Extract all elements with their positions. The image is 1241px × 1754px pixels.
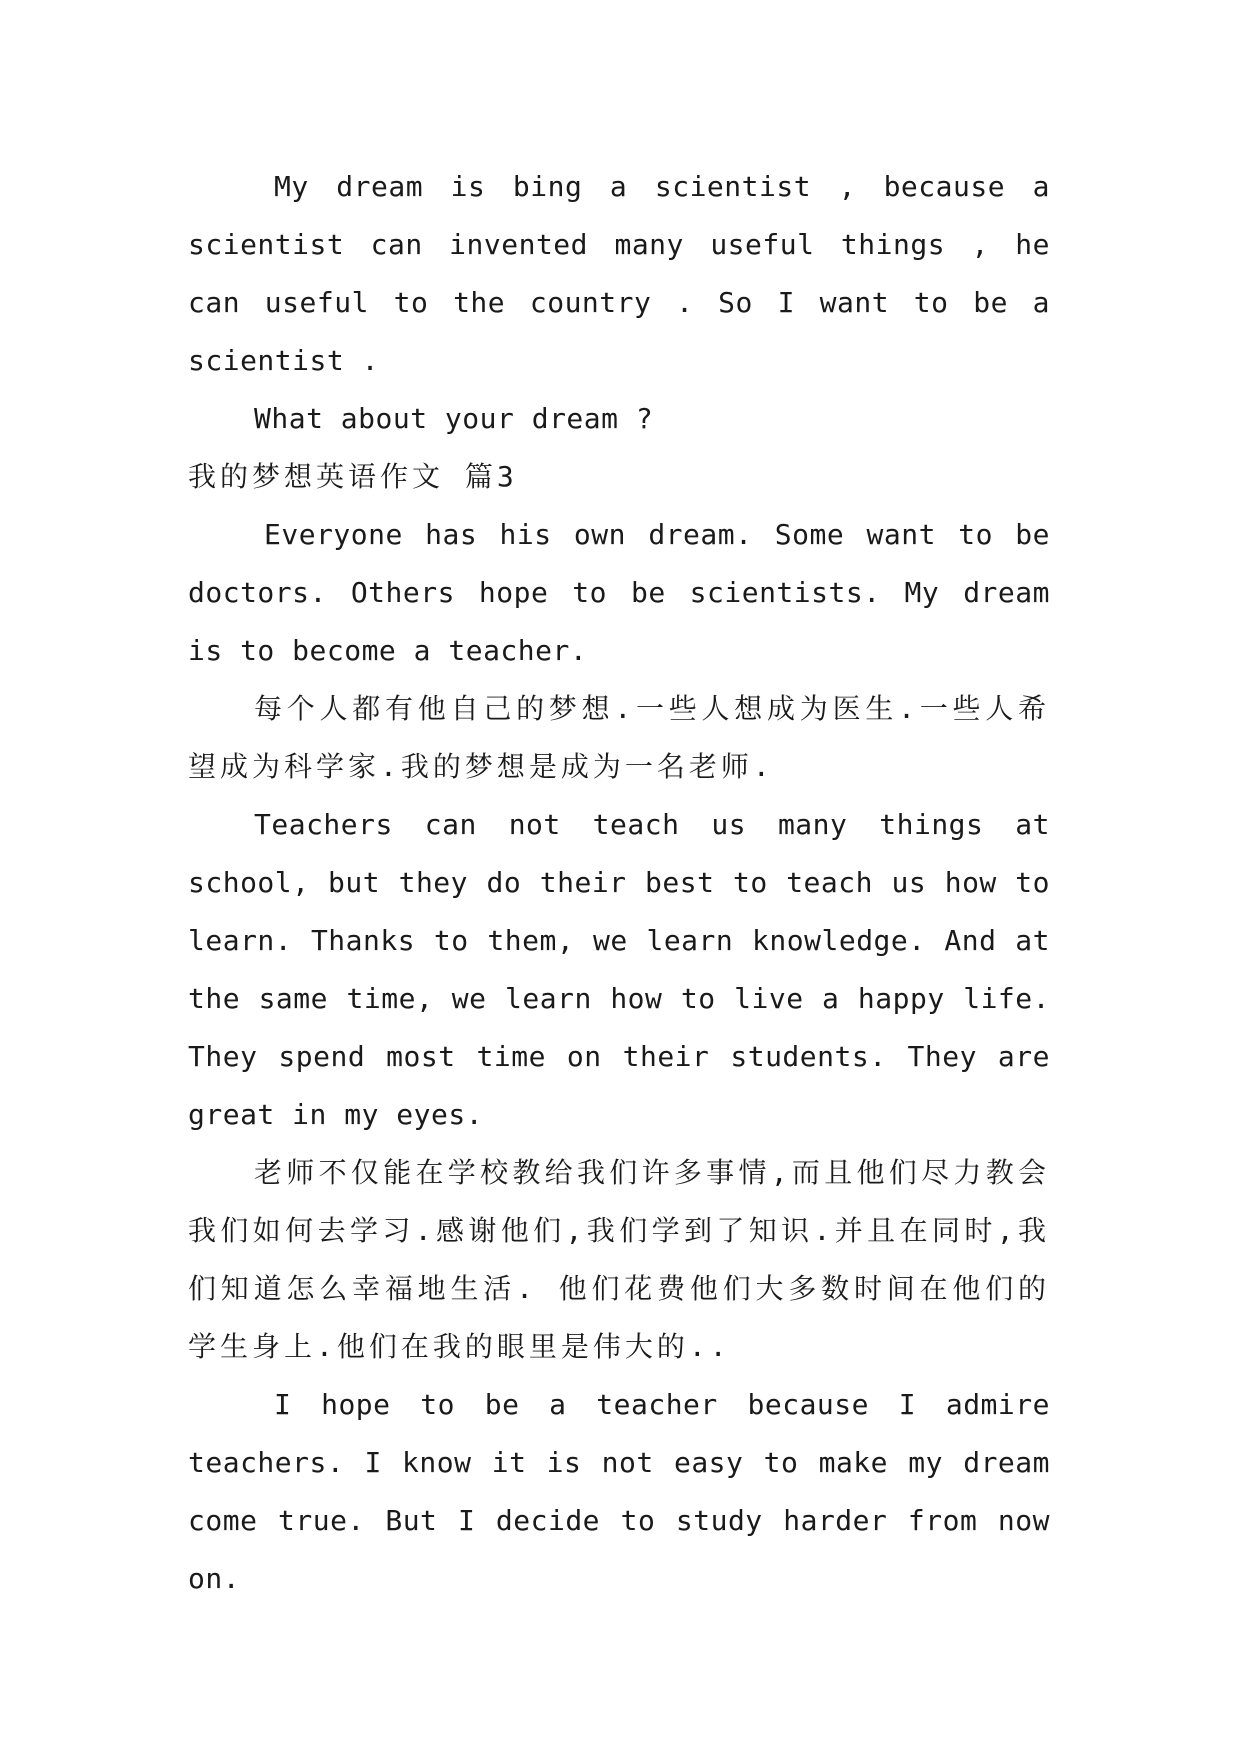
paragraph-teachers: Teachers can not teach us many things at school, but they do their best to teach us how to learn. Thanks to them, we learn knowledge. And at the same time, we learn how to live a happy life. They spend most time on their students. They are great in my eyes.	[188, 808, 1050, 1131]
paragraph-scientist-dream: My dream is bing a scientist , because a scientist can invented many useful things , he can useful to the country . So I want to be a scientist .	[188, 170, 1050, 377]
paragraph-everyone-dream-zh: 每个人都有他自己的梦想.一些人想成为医生.一些人希望成为科学家.我的梦想是成为一名老师.	[188, 692, 1050, 783]
paragraph-everyone-dream: Everyone has his own dream. Some want to be doctors. Others hope to be scientists. My dream is to become a teacher.	[188, 518, 1050, 667]
paragraph-question: What about your dream ?	[254, 402, 654, 435]
section-heading: 我的梦想英语作文 篇3	[188, 460, 518, 493]
paragraph-teachers-zh: 老师不仅能在学校教给我们许多事情,而且他们尽力教会我们如何去学习.感谢他们,我们学到了知识.并且在同时,我们知道怎么幸福地生活. 他们花费他们大多数时间在他们的学生身上.他们在我的眼里是伟大的..	[188, 1156, 1050, 1363]
paragraph-hope-teacher: I hope to be a teacher because I admire teachers. I know it is not easy to make my dream come true. But I decide to study harder from now on.	[188, 1388, 1050, 1595]
document-page	[188, 158, 1050, 1608]
